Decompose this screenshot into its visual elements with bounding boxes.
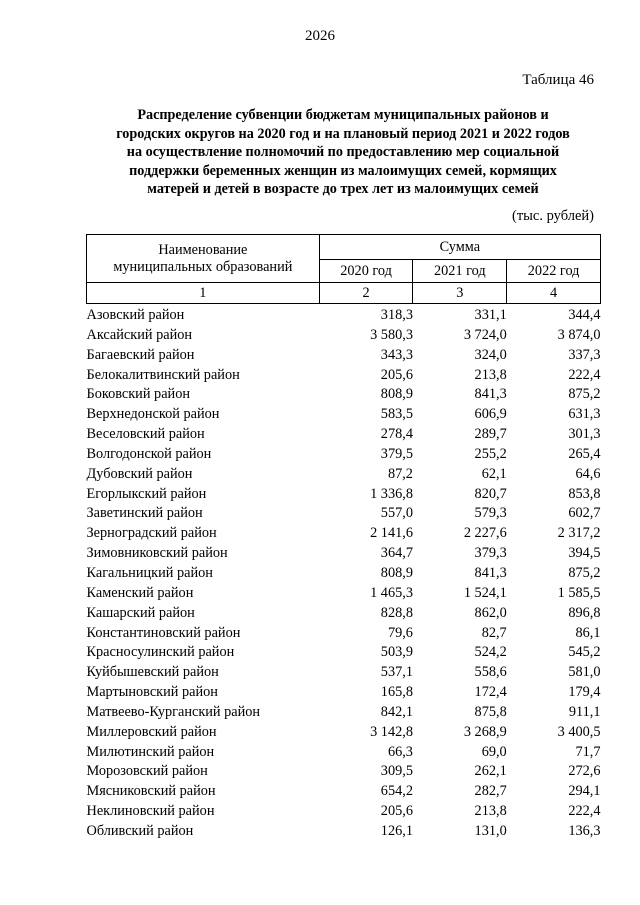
table-row: [87, 822, 601, 842]
header-year-2022: 2022 год: [507, 260, 601, 283]
value-2021-cell: 62,1: [481, 465, 507, 482]
value-2021-cell: 331,1: [474, 307, 507, 323]
value-2022-cell: 602,7: [568, 505, 601, 522]
table-row: [87, 624, 601, 644]
table-row: [87, 445, 601, 465]
value-2020-cell: 503,9: [380, 644, 413, 661]
value-2020-cell: 557,0: [380, 505, 413, 522]
municipality-name-cell: Егорлыкский район: [86, 485, 207, 502]
value-2021-cell: 324,0: [474, 346, 507, 363]
municipality-name-cell: Веселовский район: [86, 426, 205, 443]
title-line: матерей и детей в возрасте до трех лет из малоимущих семей: [147, 181, 539, 198]
value-2021-cell: 172,4: [474, 684, 507, 701]
value-2020-cell: 309,5: [380, 763, 413, 780]
table-row: [87, 304, 601, 326]
value-2020-cell: 66,3: [387, 743, 413, 760]
value-2020-cell: 343,3: [380, 346, 413, 363]
value-2022-cell: 3 400,5: [557, 723, 601, 740]
value-2022-cell: 911,1: [568, 703, 601, 720]
value-2020-cell: 3 580,3: [370, 326, 413, 343]
value-2022-cell: 3 874,0: [557, 326, 601, 343]
table-label: Таблица 46: [522, 72, 594, 88]
value-2020-cell: 808,9: [380, 564, 413, 581]
table-row: [87, 485, 601, 505]
municipality-name-cell: Каменский район: [86, 584, 194, 601]
value-2020-cell: 1 336,8: [370, 485, 413, 502]
value-2022-cell: 344,4: [568, 307, 601, 323]
header-col-number: 4: [507, 283, 601, 304]
table-body: [87, 304, 601, 842]
municipality-name-cell: Неклиновский район: [86, 803, 215, 820]
value-2021-cell: 3 268,9: [463, 723, 507, 740]
value-2022-cell: 337,3: [568, 346, 601, 363]
title-line: на осуществление полномочий по предоставлению мер социальной: [126, 144, 560, 161]
subvention-table: [86, 234, 601, 842]
value-2020-cell: 318,3: [380, 307, 413, 323]
value-2021-cell: 213,8: [474, 803, 507, 820]
table-row: [87, 405, 601, 425]
value-2021-cell: 579,3: [474, 505, 507, 522]
value-2020-cell: 2 141,6: [370, 525, 413, 542]
value-2020-cell: 364,7: [380, 545, 413, 562]
value-2020-cell: 808,9: [380, 386, 413, 403]
value-2020-cell: 3 142,8: [370, 723, 413, 740]
table-row: [87, 346, 601, 366]
value-2020-cell: 842,1: [380, 703, 413, 720]
municipality-name-cell: Матвеево-Курганский район: [86, 703, 261, 720]
municipality-name-cell: Заветинский район: [86, 505, 203, 522]
table-header: [87, 235, 601, 304]
value-2022-cell: 545,2: [568, 644, 601, 661]
value-2020-cell: 205,6: [380, 803, 413, 820]
value-2022-cell: 896,8: [568, 604, 601, 621]
value-2022-cell: 272,6: [568, 763, 601, 780]
value-2022-cell: 631,3: [568, 406, 601, 423]
municipality-name-cell: Мартыновский район: [86, 684, 218, 701]
value-2021-cell: 558,6: [474, 664, 507, 681]
value-2020-cell: 654,2: [380, 783, 413, 800]
header-municipality-line1: Наименование: [158, 241, 248, 258]
value-2022-cell: 136,3: [568, 822, 601, 839]
value-2021-cell: 282,7: [474, 783, 507, 800]
title-line: Распределение субвенции бюджетам муниципальных районов и: [137, 107, 549, 123]
municipality-name-cell: Зерноградский район: [86, 525, 217, 542]
table-row: [87, 465, 601, 485]
municipality-name-cell: Красносулинский район: [86, 644, 235, 661]
table-row: [87, 504, 601, 524]
value-2021-cell: 524,2: [474, 644, 507, 661]
value-2020-cell: 379,5: [380, 445, 413, 462]
value-2021-cell: 841,3: [474, 386, 507, 403]
table-title: [86, 106, 600, 199]
value-2022-cell: 394,5: [568, 545, 601, 562]
value-2021-cell: 131,0: [474, 822, 507, 839]
value-2021-cell: 1 524,1: [463, 584, 507, 601]
value-2021-cell: 3 724,0: [463, 326, 507, 343]
table-row: [87, 683, 601, 703]
value-2020-cell: 537,1: [380, 664, 413, 681]
table-row: [87, 604, 601, 624]
value-2021-cell: 69,0: [481, 743, 507, 760]
value-2022-cell: 581,0: [568, 664, 601, 681]
title-line: городских округов на 2020 год и на плановый период 2021 и 2022 годов: [116, 125, 570, 142]
table-row: [87, 385, 601, 405]
value-2020-cell: 126,1: [380, 822, 413, 839]
header-col-number: 2: [319, 283, 413, 304]
value-2021-cell: 82,7: [481, 624, 507, 641]
title-line: поддержки беременных женщин из малоимущих семей, кормящих: [129, 162, 557, 179]
value-2020-cell: 79,6: [387, 624, 413, 641]
header-municipality-line2: муниципальных образований: [113, 258, 293, 275]
value-2020-cell: 87,2: [387, 465, 413, 482]
value-2022-cell: 222,4: [568, 803, 601, 820]
municipality-name-cell: Белокалитвинский район: [86, 366, 240, 383]
value-2021-cell: 841,3: [474, 564, 507, 581]
value-2022-cell: 294,1: [568, 783, 601, 800]
value-2022-cell: 179,4: [568, 684, 601, 701]
value-2022-cell: 853,8: [568, 485, 601, 502]
table-row: [87, 703, 601, 723]
header-col-number: 3: [413, 283, 507, 304]
municipality-name-cell: Дубовский район: [86, 465, 193, 482]
table-row: [87, 425, 601, 445]
table-row: [87, 663, 601, 683]
table-row: [87, 366, 601, 386]
page-number: 2026: [305, 28, 335, 44]
value-2021-cell: 862,0: [474, 604, 507, 621]
value-2022-cell: 86,1: [575, 624, 601, 641]
header-col-number: 1: [87, 283, 320, 304]
municipality-name-cell: Кагальницкий район: [86, 564, 213, 581]
table-row: [87, 584, 601, 604]
value-2020-cell: 205,6: [380, 366, 413, 383]
header-sum: Сумма: [319, 235, 600, 260]
municipality-name-cell: Миллеровский район: [86, 723, 217, 740]
value-2021-cell: 379,3: [474, 545, 507, 562]
municipality-name-cell: Милютинский район: [86, 743, 215, 760]
municipality-name-cell: Зимовниковский район: [86, 545, 228, 562]
value-2020-cell: 278,4: [380, 426, 413, 443]
value-2022-cell: 1 585,5: [557, 584, 601, 601]
value-2022-cell: 875,2: [568, 386, 601, 403]
value-2022-cell: 64,6: [575, 465, 601, 482]
header-year-2020: 2020 год: [319, 260, 413, 283]
table-row: [87, 802, 601, 822]
municipality-name-cell: Кашарский район: [86, 604, 195, 621]
value-2022-cell: 71,7: [575, 743, 601, 760]
municipality-name-cell: Аксайский район: [86, 326, 193, 343]
table-row: [87, 782, 601, 802]
value-2021-cell: 2 227,6: [463, 525, 507, 542]
municipality-name-cell: Обливский район: [86, 822, 194, 839]
value-2021-cell: 262,1: [474, 763, 507, 780]
header-municipality: [87, 235, 320, 283]
value-2020-cell: 165,8: [380, 684, 413, 701]
municipality-name-cell: Мясниковский район: [86, 783, 216, 800]
table-row: [87, 643, 601, 663]
value-2021-cell: 213,8: [474, 366, 507, 383]
value-2022-cell: 301,3: [568, 426, 601, 443]
municipality-name-cell: Волгодонской район: [86, 445, 212, 462]
header-year-2021: 2021 год: [413, 260, 507, 283]
value-2021-cell: 820,7: [474, 485, 507, 502]
value-2020-cell: 828,8: [380, 604, 413, 621]
value-2021-cell: 255,2: [474, 445, 507, 462]
municipality-name-cell: Куйбышевский район: [86, 664, 219, 681]
value-2022-cell: 265,4: [568, 445, 601, 462]
value-2021-cell: 875,8: [474, 703, 507, 720]
value-2022-cell: 222,4: [568, 366, 601, 383]
table-row: [87, 723, 601, 743]
municipality-name-cell: Азовский район: [86, 307, 185, 323]
table-row: [87, 524, 601, 544]
municipality-name-cell: Константиновский район: [86, 624, 241, 641]
municipality-name-cell: Верхнедонской район: [86, 406, 220, 423]
table-row: [87, 564, 601, 584]
value-2021-cell: 289,7: [474, 426, 507, 443]
table-row: [87, 326, 601, 346]
units-label: (тыс. рублей): [512, 208, 594, 224]
table-row: [87, 743, 601, 763]
table-row: [87, 544, 601, 564]
table-row: [87, 762, 601, 782]
value-2020-cell: 1 465,3: [370, 584, 413, 601]
value-2022-cell: 875,2: [568, 564, 601, 581]
value-2022-cell: 2 317,2: [557, 525, 601, 542]
municipality-name-cell: Морозовский район: [86, 763, 208, 780]
municipality-name-cell: Боковский район: [86, 386, 191, 403]
municipality-name-cell: Багаевский район: [86, 346, 195, 363]
value-2021-cell: 606,9: [474, 406, 507, 423]
value-2020-cell: 583,5: [380, 406, 413, 423]
